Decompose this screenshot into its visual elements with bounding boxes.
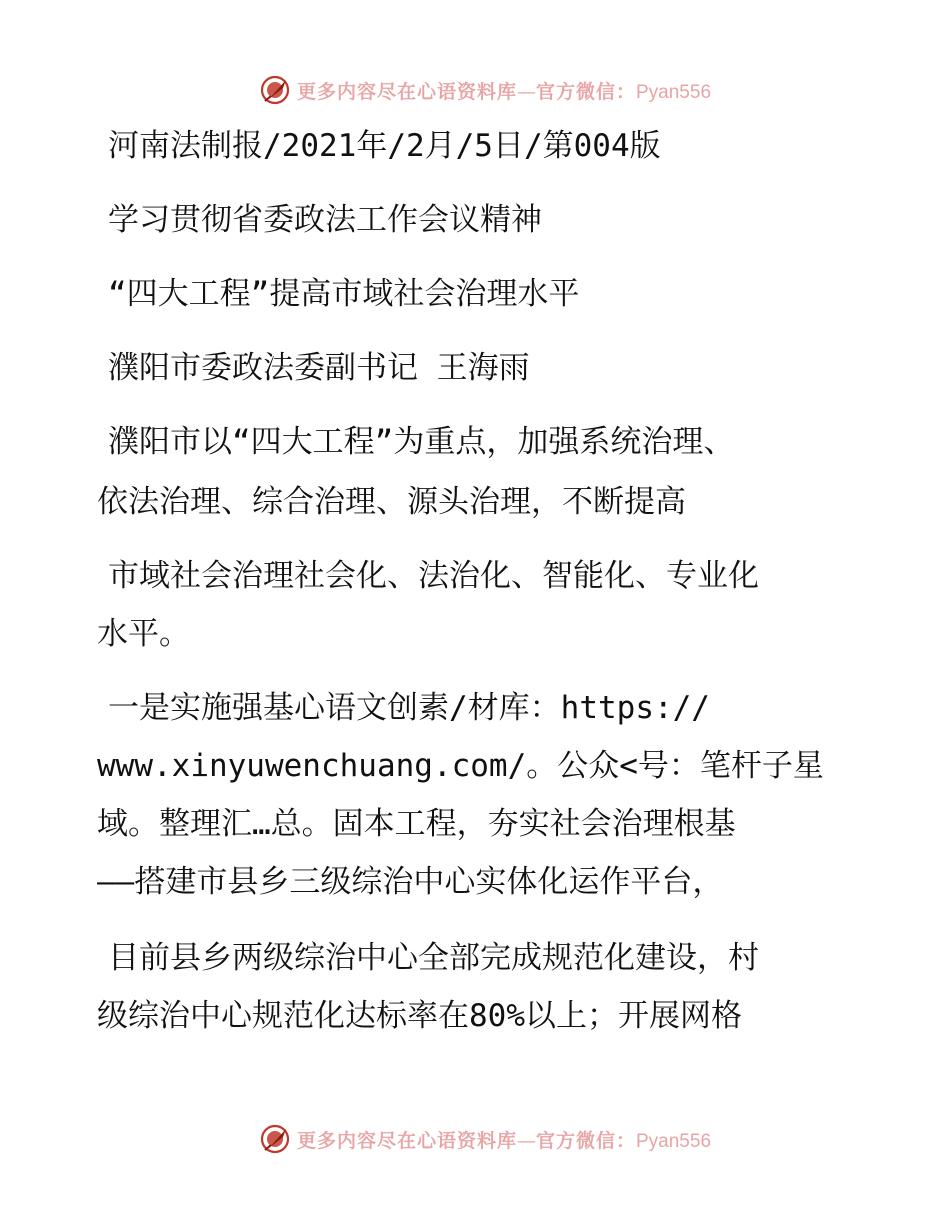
- paragraph-line: 市域社会治理社会化、法治化、智能化、专业化: [108, 558, 759, 594]
- bottom-watermark: [0, 1119, 950, 1159]
- watermark-wechat-label: 官方微信：: [535, 1129, 636, 1152]
- watermark-separator: —: [516, 1129, 536, 1152]
- paragraph-line: 水平。: [97, 616, 190, 652]
- watermark-separator: —: [516, 80, 536, 103]
- watermark-text: [297, 77, 711, 104]
- watermark-text: [297, 1126, 711, 1153]
- paragraph-line: 级综治中心规范化达标率在80%以上；开展网格: [97, 998, 742, 1034]
- paragraph-line: 依法治理、综合治理、源头治理，不断提高: [97, 484, 686, 520]
- watermark-group: [259, 74, 711, 106]
- quill-seal-icon: [259, 74, 291, 106]
- article-byline: 濮阳市委政法委副书记 王海雨: [108, 350, 530, 386]
- watermark-main: 更多内容尽在心语资料库: [296, 80, 517, 103]
- article-source-line: 河南法制报/2021年/2月/5日/第004版: [108, 128, 661, 164]
- article-headline: “四大工程”提高市域社会治理水平: [108, 276, 580, 312]
- paragraph-line: ——搭建市县乡三级综治中心实体化运作平台，: [97, 864, 724, 900]
- quill-seal-icon: [259, 1123, 291, 1155]
- paragraph-line: 一是实施强基心语文创素/材库：https://: [108, 690, 710, 726]
- watermark-main: 更多内容尽在心语资料库: [296, 1129, 517, 1152]
- paragraph-line: 域。整理汇…总。固本工程，夯实社会治理根基: [97, 806, 736, 842]
- article-kicker: 学习贯彻省委政法工作会议精神: [108, 202, 542, 238]
- watermark-group: [259, 1123, 711, 1155]
- paragraph-line: www.xinyuwenchuang.com/。公众<号：笔杆子星: [97, 748, 824, 784]
- top-watermark: [0, 70, 950, 110]
- watermark-wechat-id: Pyan556: [636, 1130, 712, 1152]
- watermark-wechat-label: 官方微信：: [535, 80, 636, 103]
- paragraph-line: 濮阳市以“四大工程”为重点，加强系统治理、: [108, 424, 735, 460]
- paragraph-line: 目前县乡两级综治中心全部完成规范化建设，村: [108, 940, 759, 976]
- watermark-wechat-id: Pyan556: [636, 81, 712, 103]
